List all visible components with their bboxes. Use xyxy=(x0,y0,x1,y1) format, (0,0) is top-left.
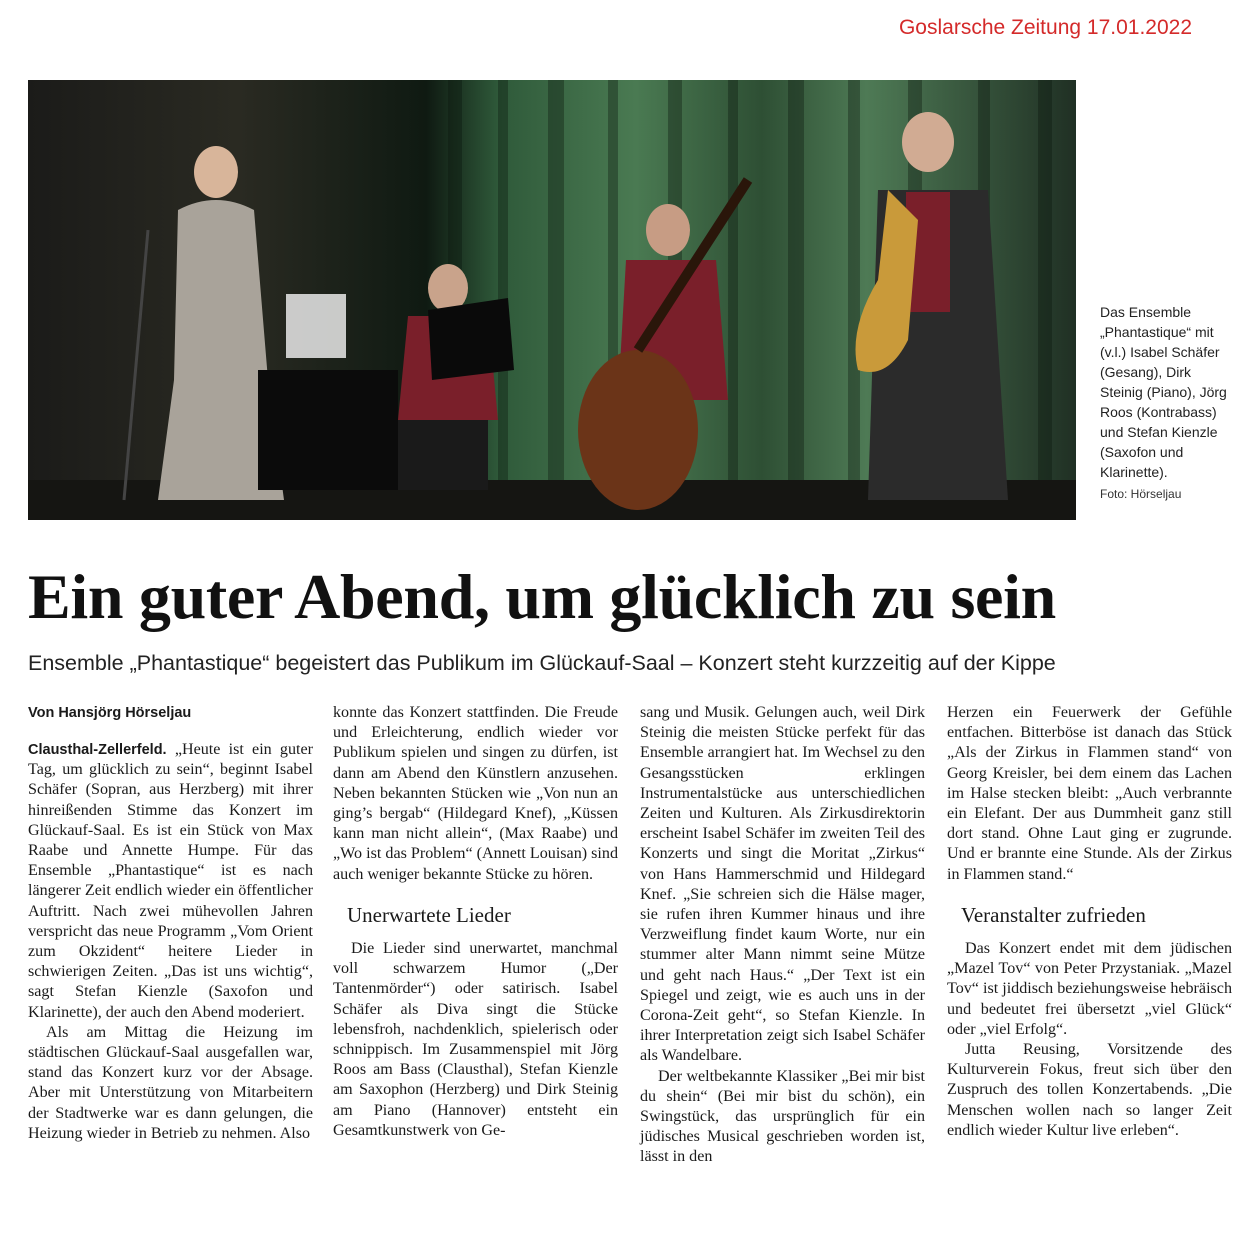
concert-photo xyxy=(28,80,1076,520)
article-column-2 xyxy=(333,703,618,1141)
subheadline: Ensemble „Phantastique“ begeistert das Publikum im Glückauf-Saal – Konzert steht kurzzeitig auf der Kippe xyxy=(28,651,1056,675)
newspaper-source: Goslarsche Zeitung 17.01.2022 xyxy=(898,16,1192,39)
article-paragraph: Das Konzert endet mit dem jüdischen „Mazel Tov“ von Peter Przystaniak. „Mazel Tov“ ist jiddisch beziehungsweise hebräisch und bedeutet frei übersetzt „viel Glück“ oder „viel Erfolg“. xyxy=(947,940,1232,1038)
concert-photo-illustration xyxy=(28,80,1076,520)
article-paragraph: Jutta Reusing, Vorsitzende des Kulturverein Fokus, freut sich über den Zuspruch des tollen Konzertabends. „Die Menschen wollen nach so langer Zeit endlich wieder Kultur live erleben“. xyxy=(947,1041,1232,1139)
byline: Von Hansjörg Hörseljau xyxy=(28,705,192,721)
photo-caption xyxy=(1100,302,1230,504)
photo-caption-text: Das Ensemble „Phantastique“ mit (v.l.) Isabel Schäfer (Gesang), Dirk Steinig (Piano), Jörg Roos (Kontrabass) und Stefan Kienzle (Saxofon und Klarinette). xyxy=(1100,304,1227,480)
photo-credit: Foto: Hörseljau xyxy=(1100,487,1182,501)
article-paragraph: Die Lieder sind unerwartet, manchmal voll schwarzem Humor („Der Tantenmörder“) oder satirisch. Isabel Schäfer als Diva singt die Stücke lebensfroh, nachdenklich, spielerisch oder schnippisch. Im Zusammenspiel mit Jörg Roos am Bass (Clausthal), Stefan Kienzle am Saxophon (Herzberg) und Dirk Steinig am Piano (Hannover) entsteht ein Gesamtkunstwerk von Ge- xyxy=(333,940,618,1139)
section-heading: Unerwartete Lieder xyxy=(347,902,511,927)
dateline: Clausthal-Zellerfeld. xyxy=(28,742,167,758)
article-column-3 xyxy=(640,703,925,1168)
article-paragraph xyxy=(28,740,313,1023)
headline: Ein guter Abend, um glücklich zu sein xyxy=(28,561,1056,632)
section-heading: Veranstalter zufrieden xyxy=(961,902,1146,927)
article-paragraph: Als am Mittag die Heizung im städtischen Glückauf-Saal ausgefallen war, stand das Konzert kurz vor der Absage. Aber mit Unterstützung von Mitarbeitern der Stadtwerke war es dann gelungen, die Heizung wieder in Betrieb zu nehmen. Also xyxy=(28,1023,313,1142)
article-paragraph: sang und Musik. Gelungen auch, weil Dirk Steinig die meisten Stücke perfekt für das Ensemble arrangiert hat. Im Wechsel zu den Gesangsstücken erklingen Instrumentalstücke aus unterschiedlichen Zeiten und Kulturen. Als Zirkusdirektorin erscheint Isabel Schäfer im zweiten Teil des Konzerts und singt die Moritat „Zirkus“ von Hans Hammerschmid und Hildegard Knef. „Sie schreien sich die Hälse mager, sie rufen ihren Kummer hinaus und ihre Verzweiflung findet kaum Worte, nur ein stummer alter Mann nimmt seine Mütze und geht nach Haus.“ „Der Text ist ein Spiegel und zeigt, wie es auch uns in der Corona-Zeit geht“, so Stefan Kienzle. In ihrer Interpretation zeigt sich Isabel Schäfer als Wandelbare. xyxy=(640,704,925,1065)
paragraph-text: „Heute ist ein guter Tag, um glücklich zu sein“, beginnt Isabel Schäfer (Sopran, aus Herzberg) mit ihrer hinreißenden Stimme das Konzert im Glückauf-Saal. Es ist ein Stück von Max Raabe und Annette Humpe. Für das Ensemble „Phantastique“ ist es nach längerer Zeit endlich wieder ein öffentlicher Auftritt. Nach zwei mühevollen Jahren verspricht das neue Programm „Vom Orient zum Okzident“ heitere Lieder in schwierigen Zeiten. „Das ist uns wichtig“, sagt Stefan Kienzle (Saxofon und Klarinette), der auch den Abend moderiert. xyxy=(28,741,314,1021)
article-paragraph: Der weltbekannte Klassiker „Bei mir bist du shein“ (Bei mir bist du schön), ein Swingstück, das ursprünglich für ein jüdisches Musical geschrieben worden ist, lässt in den xyxy=(640,1067,925,1166)
article-paragraph: Herzen ein Feuerwerk der Gefühle entfachen. Bitterböse ist danach das Stück „Als der Zirkus in Flammen stand“ von Georg Kreisler, bei dem einem das Lachen im Halse stecken bleibt: „Auch verbrannte ein Elefant. Der aus Dummheit ganz still dort stand. Ohne Laut ging er zugrunde. Und er brannte eine Stunde. Als der Zirkus in Flammen stand.“ xyxy=(947,704,1232,883)
article-paragraph: konnte das Konzert stattfinden. Die Freude und Erleichterung, endlich wieder vor Publikum spielen und singen zu dürfen, ist dann am Abend den Künstlern anzusehen. Neben bekannten Stücken wie „Von nun an ging’s bergab“ (Hildegard Knef), „Küssen kann man nicht allein“, (Max Raabe) und „Wo ist das Problem“ (Annett Louisan) sind auch weniger bekannte Stücke zu hören. xyxy=(333,704,618,883)
article-column-4 xyxy=(947,703,1232,1141)
article-column-1 xyxy=(28,703,313,1144)
